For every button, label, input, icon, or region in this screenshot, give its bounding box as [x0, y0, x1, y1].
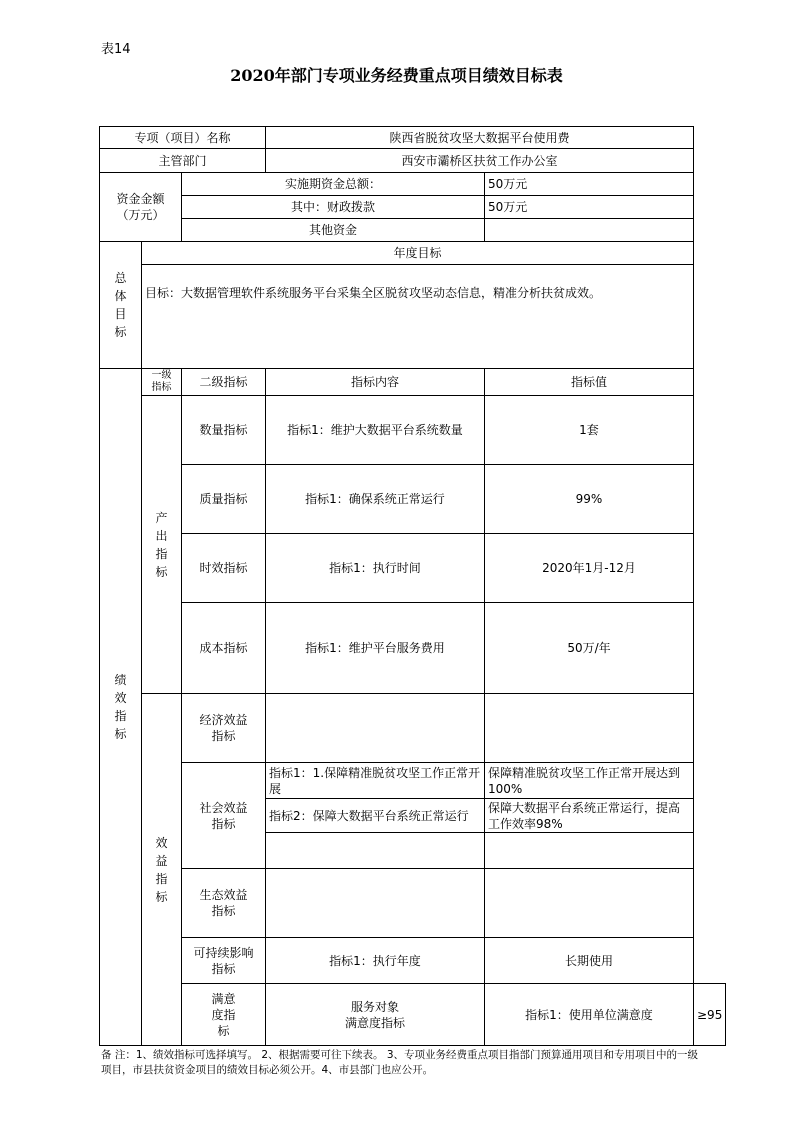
quantity-indicator-content: 指标1：维护大数据平台系统数量 [266, 396, 485, 465]
quality-indicator-label: 质量指标 [182, 465, 266, 534]
table-row [100, 242, 726, 265]
performance-indicator-label: 绩 效 指 标 [100, 369, 142, 1046]
social-benefit-2-value: 保障大数据平台系统正常运行，提高工作效率98% [485, 799, 694, 833]
economic-benefit-label: 经济效益 指标 [182, 694, 266, 763]
page-title: 2020年部门专项业务经费重点项目绩效目标表 [230, 66, 563, 85]
economic-benefit-content [266, 694, 485, 763]
cost-indicator-label: 成本指标 [182, 603, 266, 694]
satisfaction-indicator-label: 满意 度指 标 [182, 984, 266, 1046]
table-row [100, 694, 726, 763]
value-header: 指标值 [485, 369, 694, 396]
department-label: 主管部门 [100, 149, 266, 173]
level2-header: 二级指标 [182, 369, 266, 396]
time-indicator-value: 2020年1月-12月 [485, 534, 694, 603]
table-row [100, 984, 726, 1046]
total-funds-value: 50万元 [485, 173, 694, 196]
quantity-indicator-value: 1套 [485, 396, 694, 465]
level1-header: 一级 指标 [142, 369, 182, 396]
table-row [100, 396, 726, 465]
social-benefit-3-content [266, 833, 485, 869]
ecological-benefit-content [266, 869, 485, 938]
social-benefit-label: 社会效益 指标 [182, 763, 266, 869]
table-row [100, 465, 726, 534]
project-name-value: 陕西省脱贫攻坚大数据平台使用费 [266, 127, 694, 149]
sustainability-label: 可持续影响 指标 [182, 938, 266, 984]
output-indicator-label: 产 出 指 标 [142, 396, 182, 694]
annual-goal-text: 目标：大数据管理软件系统服务平台采集全区脱贫攻坚动态信息，精准分析扶贫成效。 [142, 265, 694, 369]
fiscal-funds-label: 其中：财政拨款 [182, 196, 485, 219]
funds-label: 资金金额 （万元） [100, 173, 182, 242]
economic-benefit-value [485, 694, 694, 763]
cost-indicator-content: 指标1：维护平台服务费用 [266, 603, 485, 694]
table-row [100, 369, 726, 396]
fiscal-funds-value: 50万元 [485, 196, 694, 219]
table-row [100, 127, 726, 149]
performance-goal-table [99, 126, 726, 1046]
benefit-indicator-label: 效 益 指 标 [142, 694, 182, 1046]
table-row [100, 196, 726, 219]
cost-indicator-value: 50万/年 [485, 603, 694, 694]
department-value: 西安市灞桥区扶贫工作办公室 [266, 149, 694, 173]
time-indicator-label: 时效指标 [182, 534, 266, 603]
social-benefit-1-value: 保障精准脱贫攻坚工作正常开展达到100% [485, 763, 694, 799]
table-number: 表14 [101, 42, 131, 57]
social-benefit-2-content: 指标2：保障大数据平台系统正常运行 [266, 799, 485, 833]
social-benefit-1-content: 指标1：1.保障精准脱贫攻坚工作正常开展 [266, 763, 485, 799]
table-row [100, 763, 726, 799]
project-name-label: 专项（项目）名称 [100, 127, 266, 149]
table-row [100, 938, 726, 984]
other-funds-label: 其他资金 [182, 219, 485, 242]
ecological-benefit-value [485, 869, 694, 938]
table-row [100, 869, 726, 938]
service-satisfaction-label: 服务对象 满意度指标 [266, 984, 485, 1046]
total-funds-label: 实施期资金总额： [182, 173, 485, 196]
table-row [100, 603, 726, 694]
table-row [100, 219, 726, 242]
quality-indicator-value: 99% [485, 465, 694, 534]
ecological-benefit-label: 生态效益 指标 [182, 869, 266, 938]
social-benefit-3-value [485, 833, 694, 869]
table-row [100, 265, 726, 369]
table-row [100, 534, 726, 603]
overall-goal-label: 总 体 目 标 [100, 242, 142, 369]
sustainability-content: 指标1：执行年度 [266, 938, 485, 984]
quality-indicator-content: 指标1：确保系统正常运行 [266, 465, 485, 534]
quantity-indicator-label: 数量指标 [182, 396, 266, 465]
sustainability-value: 长期使用 [485, 938, 694, 984]
table-row [100, 149, 726, 173]
time-indicator-content: 指标1：执行时间 [266, 534, 485, 603]
footnote: 备 注：1、绩效指标可选择填写。 2、根据需要可往下续表。 3、专项业务经费重点项目指部门预算通用项目和专用项目中的一级项目，市县扶贫资金项目的绩效目标必须公开。4、市县部门也应公开。 [101, 1049, 699, 1076]
other-funds-value [485, 219, 694, 242]
annual-goal-label: 年度目标 [142, 242, 694, 265]
content-header: 指标内容 [266, 369, 485, 396]
satisfaction-content: 指标1：使用单位满意度 [485, 984, 694, 1046]
table-row [100, 173, 726, 196]
satisfaction-value: ≥95 [694, 984, 726, 1046]
